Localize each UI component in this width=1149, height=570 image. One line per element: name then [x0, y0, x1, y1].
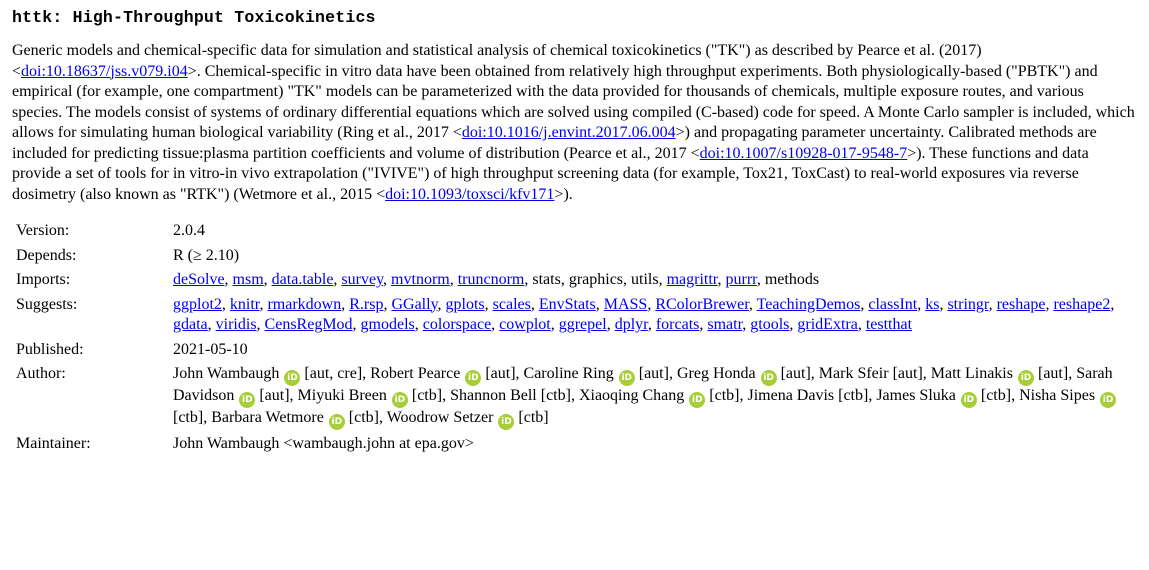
author-value: John Wambaugh iD [aut, cre], Robert Pearce iD [aut], Caroline Ring iD [aut], Greg Honda iD [aut], Mark Sfeir [aut], Matt Linakis iD [aut], Sarah Davidson iD [aut], Miyuki Breen iD [ctb], Shannon Bell [ctb], Xiaoqing Chang iD [ctb], Jimena Davis [ctb], James Sluka iD [ctb], Nisha Sipes iD[ctb], Barbara Wetmore iD [ctb], Woodrow Setzer iD [ctb]: [173, 364, 1137, 434]
imports-value: deSolve, msm, data.table, survey, mvtnorm, truncnorm, stats, graphics, utils, magrittr, purrr, methods: [173, 271, 820, 288]
suggest-package-link[interactable]: stringr: [947, 295, 989, 313]
import-package-link[interactable]: data.table: [271, 271, 334, 288]
suggest-package-link[interactable]: forcats: [655, 316, 700, 333]
import-package-link[interactable]: magrittr: [666, 271, 718, 288]
suggest-package-link[interactable]: viridis: [215, 316, 257, 333]
desc-text: >). These functions and data provide a set of tools for in vitro-in vivo extrapolation ("IVIVE") of high throughput screening data (for example, Tox21, ToxCast) to real-world exposures via reverse dosimetry (also known as "RTK") (Wetmore et al., 2015 <: [12, 144, 1089, 203]
suggest-package-link[interactable]: dplyr: [614, 316, 648, 333]
import-package-link[interactable]: purrr: [725, 271, 757, 288]
author-name: Robert Pearce: [370, 365, 461, 382]
package-description: [12, 41, 1137, 205]
author-row: [12, 364, 1137, 434]
orcid-icon[interactable]: iD: [329, 414, 345, 430]
author-name: Xiaoqing Chang: [578, 387, 685, 404]
desc-text: Generic models and chemical-specific data for simulation and statistical analysis of chemical toxicokinetics ("TK") as described by Pearce et al. (2017) <: [12, 42, 982, 80]
author-name: James Sluka: [876, 387, 956, 404]
maintainer-label: Maintainer:: [16, 435, 91, 452]
maintainer-row: [12, 434, 1137, 459]
author-role: [aut]: [259, 387, 290, 404]
suggest-package-link[interactable]: reshape2: [1053, 295, 1111, 313]
depends-label: Depends:: [16, 246, 77, 264]
author-role: [aut]: [638, 365, 669, 382]
orcid-icon[interactable]: iD: [1018, 370, 1034, 386]
import-package-name: graphics: [568, 271, 624, 288]
doi-link[interactable]: doi:10.1007/s10928-017-9548-7: [699, 144, 908, 162]
author-role: [aut]: [780, 365, 811, 382]
author-role: [ctb]: [709, 387, 740, 404]
suggest-package-link[interactable]: colorspace: [422, 316, 492, 333]
import-package-link[interactable]: mvtnorm: [391, 271, 450, 288]
doi-link[interactable]: doi:10.18637/jss.v079.i04: [21, 62, 188, 80]
orcid-icon[interactable]: iD: [689, 392, 705, 408]
suggest-package-link[interactable]: TeachingDemos: [756, 295, 861, 313]
doi-link[interactable]: doi:10.1093/toxsci/kfv171: [385, 185, 555, 203]
suggest-package-link[interactable]: gmodels: [360, 316, 415, 333]
author-name: Sarah Davidson: [173, 365, 1113, 404]
suggest-package-link[interactable]: gridExtra: [797, 316, 858, 333]
version-value: 2.0.4: [173, 222, 205, 239]
orcid-icon[interactable]: iD: [284, 370, 300, 386]
import-package-link[interactable]: deSolve: [173, 271, 225, 288]
author-name: Greg Honda: [676, 365, 756, 382]
author-role: [aut, cre]: [304, 365, 363, 382]
author-role: [ctb]: [411, 387, 443, 404]
author-name: Matt Linakis: [930, 365, 1013, 382]
author-label: Author:: [16, 365, 66, 382]
published-value: 2021-05-10: [173, 340, 248, 358]
suggest-package-link[interactable]: EnvStats: [538, 295, 596, 313]
suggest-package-link[interactable]: reshape: [996, 295, 1046, 313]
author-role: [aut]: [485, 365, 516, 382]
package-metadata-table: [12, 221, 1137, 459]
orcid-icon[interactable]: iD: [465, 370, 481, 386]
author-name: Woodrow Setzer: [386, 409, 494, 426]
orcid-icon[interactable]: iD: [961, 392, 977, 408]
suggest-package-link[interactable]: GGally: [391, 295, 438, 313]
import-package-link[interactable]: truncnorm: [457, 271, 525, 288]
imports-row: [12, 270, 1137, 295]
version-row: [12, 221, 1137, 246]
page-title: httk: High-Throughput Toxicokinetics: [12, 8, 376, 27]
suggests-value: ggplot2, knitr, rmarkdown, R.rsp, GGally, gplots, scales, EnvStats, MASS, RColorBrewer, TeachingDemos, classInt, ks, stringr, reshape, reshape2, gdata, viridis, CensRegMod, gmodels, colorspace, cowplot, ggrepel, dplyr, forcats, smatr, gtools, gridExtra, testthat: [173, 295, 1115, 333]
suggest-package-link[interactable]: scales: [492, 295, 531, 313]
author-name: Barbara Wetmore: [211, 409, 324, 426]
orcid-icon[interactable]: iD: [392, 392, 408, 408]
doi-link[interactable]: doi:10.1016/j.envint.2017.06.004: [461, 124, 676, 141]
depends-row: [12, 246, 1137, 271]
orcid-icon[interactable]: iD: [239, 392, 255, 408]
suggest-package-link[interactable]: RColorBrewer: [655, 295, 749, 313]
author-name: Miyuki Breen: [297, 387, 387, 404]
suggests-label: Suggests:: [16, 295, 78, 313]
author-role: [ctb]: [518, 409, 549, 426]
orcid-icon[interactable]: iD: [761, 370, 777, 386]
import-package-link[interactable]: survey: [341, 271, 384, 288]
orcid-icon[interactable]: iD: [619, 370, 635, 386]
published-row: [12, 340, 1137, 365]
suggest-package-link[interactable]: ks: [925, 295, 940, 313]
suggest-package-link[interactable]: ggplot2: [173, 295, 222, 313]
desc-text: >. Chemical-specific in vitro data have been obtained from relatively high throughput experiments. Both physiologically-based ("PBTK") and empirical (for example, one compartment) "TK" models can be parameterized with the data provided for thousands of chemicals, multiple exposure routes, and various species. The models consist of systems of ordinary differential equations which are solved using compiled (C-based) code for speed. A Monte Carlo sampler is included, which allows for simulating human biological variability (Ring et al., 2017 <: [12, 62, 1135, 141]
suggest-package-link[interactable]: gtools: [750, 316, 790, 333]
author-role: [ctb]: [540, 387, 571, 404]
suggest-package-link[interactable]: classInt: [868, 295, 918, 313]
author-name: Jimena Davis: [747, 387, 835, 404]
orcid-icon[interactable]: iD: [498, 414, 514, 430]
suggest-package-link[interactable]: testthat: [865, 316, 913, 333]
author-name: Mark Sfeir: [818, 365, 889, 382]
import-package-link[interactable]: msm: [232, 271, 264, 288]
author-name: Caroline Ring: [523, 365, 614, 382]
import-package-name: utils: [631, 271, 659, 288]
maintainer-value: John Wambaugh <wambaugh.john at epa.gov>: [173, 435, 474, 452]
imports-label: Imports:: [16, 271, 71, 288]
author-role: [ctb]: [173, 409, 204, 426]
author-role: [ctb]: [838, 387, 869, 404]
suggest-package-link[interactable]: MASS: [603, 295, 648, 313]
author-name: John Wambaugh: [173, 365, 280, 382]
author-role: [ctb]: [348, 409, 379, 426]
orcid-icon[interactable]: iD: [1100, 392, 1116, 408]
import-package-name: methods: [764, 271, 820, 288]
version-label: Version:: [16, 222, 70, 239]
suggest-package-link[interactable]: knitr: [229, 295, 260, 313]
depends-value: R (≥ 2.10): [173, 246, 240, 264]
desc-text: >).: [554, 185, 573, 203]
published-label: Published:: [16, 340, 84, 358]
suggest-package-link[interactable]: R.rsp: [349, 295, 384, 313]
import-package-name: stats: [532, 271, 561, 288]
suggest-package-link[interactable]: gdata: [173, 316, 208, 333]
suggest-package-link[interactable]: rmarkdown: [267, 295, 342, 313]
desc-text: >) and propagating parameter uncertainty. Calibrated methods are included for predicting tissue:plasma partition coefficients and volume of distribution (Pearce et al., 2017 <: [12, 124, 1097, 162]
suggest-package-link[interactable]: cowplot: [499, 316, 551, 333]
author-role: [aut]: [1037, 365, 1069, 382]
suggest-package-link[interactable]: smatr: [707, 316, 743, 333]
author-name: Nisha Sipes: [1019, 387, 1096, 404]
suggest-package-link[interactable]: CensRegMod: [264, 316, 353, 333]
author-name: Shannon Bell: [450, 387, 537, 404]
suggests-row: [12, 295, 1137, 340]
suggest-package-link[interactable]: ggrepel: [558, 316, 607, 333]
suggest-package-link[interactable]: gplots: [445, 295, 485, 313]
author-role: [aut]: [892, 365, 923, 382]
author-role: [ctb]: [980, 387, 1012, 404]
